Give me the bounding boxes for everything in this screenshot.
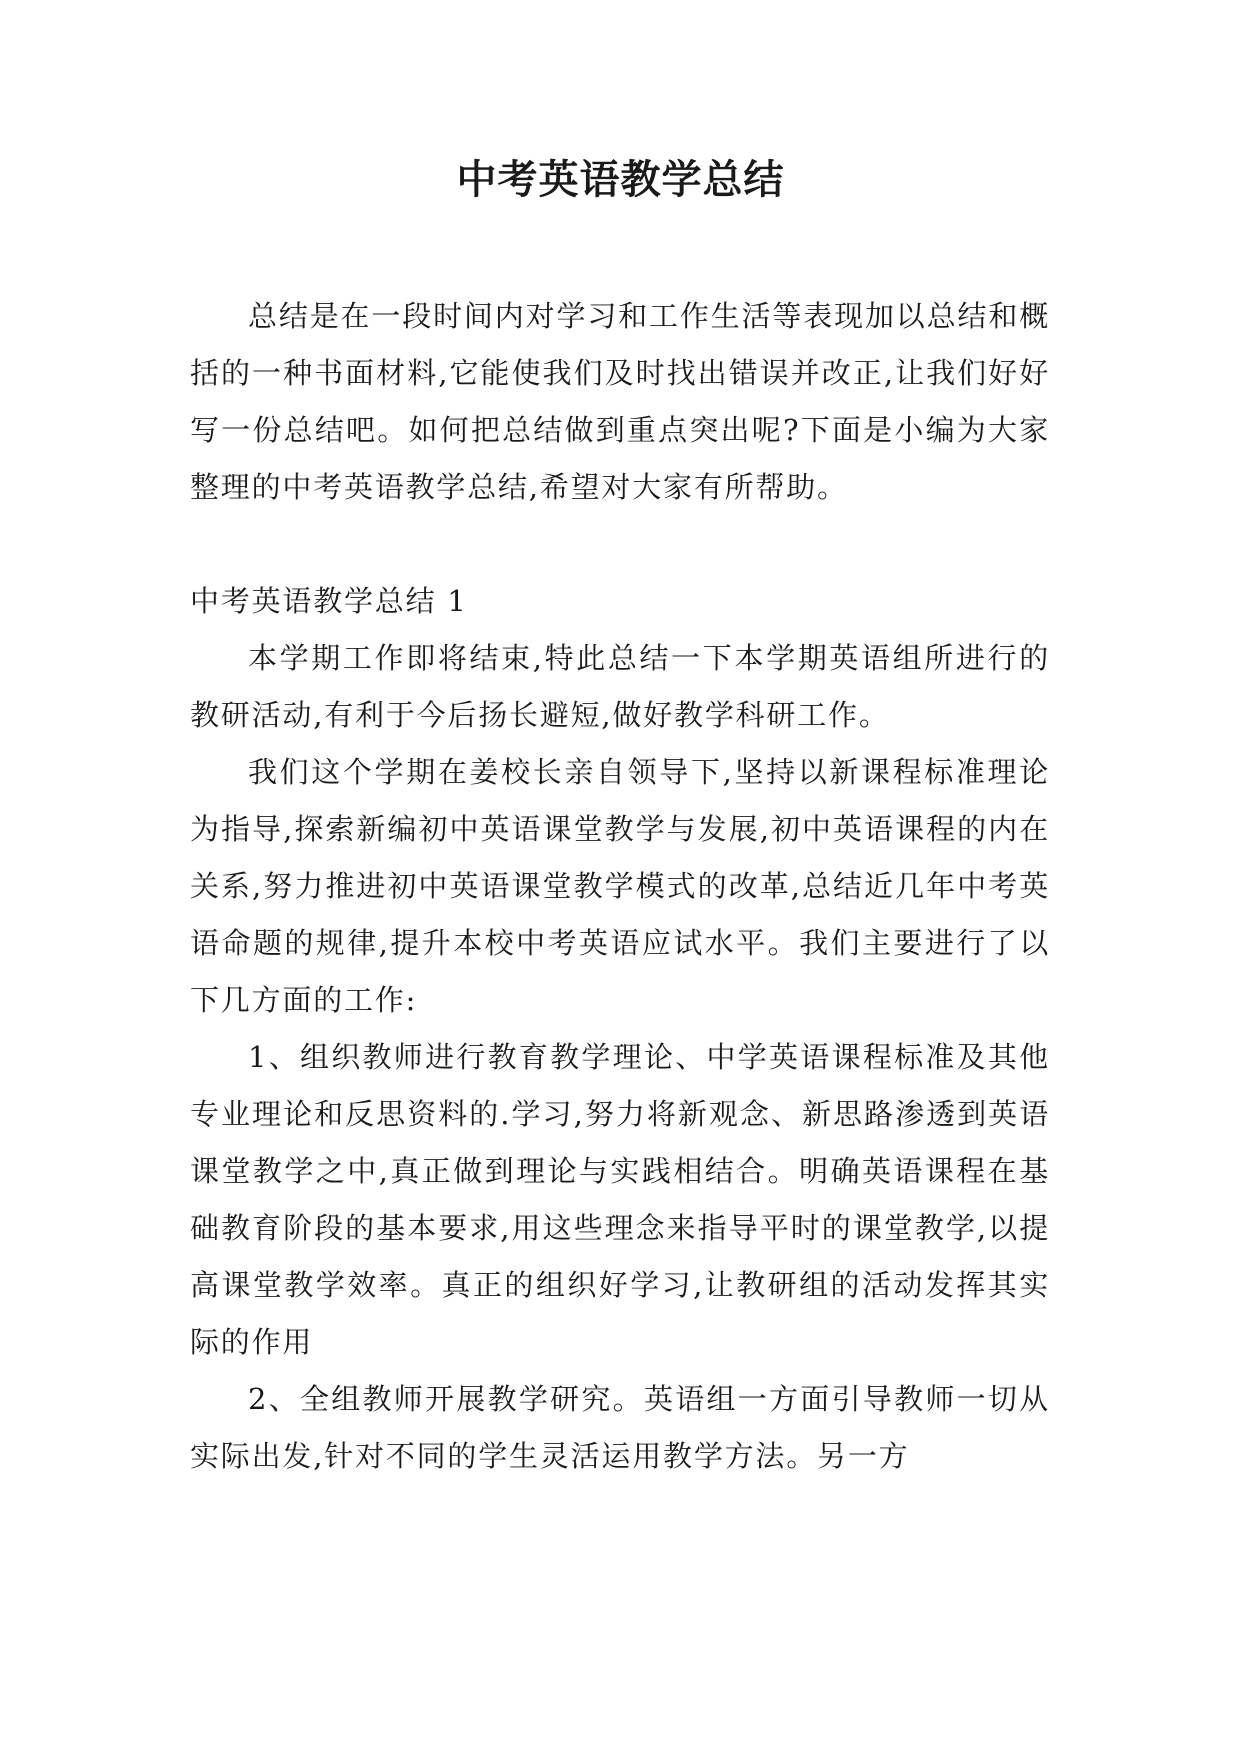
section-heading: 中考英语教学总结 1 (190, 584, 468, 618)
body-paragraph: 本学期工作即将结束,特此总结一下本学期英语组所进行的教研活动,有利于今后扬长避短,做好教学科研工作。 (190, 641, 1050, 732)
paragraph-gap (190, 516, 1050, 573)
body-paragraph: 我们这个学期在姜校长亲自领导下,坚持以新课程标准理论为指导,探索新编初中英语课堂教学与发展,初中英语课程的内在关系,努力推进初中英语课堂教学模式的改革,总结近几年中考英语命题的规律,提升本校中考英语应试水平。我们主要进行了以下几方面的工作: (190, 755, 1050, 1017)
body-paragraph: 2、全组教师开展教学研究。英语组一方面引导教师一切从实际出发,针对不同的学生灵活运用教学方法。另一方 (190, 1382, 1050, 1473)
document-title: 中考英语教学总结 (456, 157, 785, 203)
intro-paragraph: 总结是在一段时间内对学习和工作生活等表现加以总结和概括的一种书面材料,它能使我们及时找出错误并改正,让我们好好写一份总结吧。如何把总结做到重点突出呢?下面是小编为大家整理的中考英语教学总结,希望对大家有所帮助。 (190, 299, 1050, 504)
body-paragraph: 1、组织教师进行教育教学理论、中学英语课程标准及其他专业理论和反思资料的.学习,努力将新观念、新思路渗透到英语课堂教学之中,真正做到理论与实践相结合。明确英语课程在基础教育阶段的基本要求,用这些理念来指导平时的课堂教学,以提高课堂教学效率。真正的组织好学习,让教研组的活动发挥其实际的作用 (190, 1040, 1050, 1359)
document-body (190, 288, 1050, 1485)
